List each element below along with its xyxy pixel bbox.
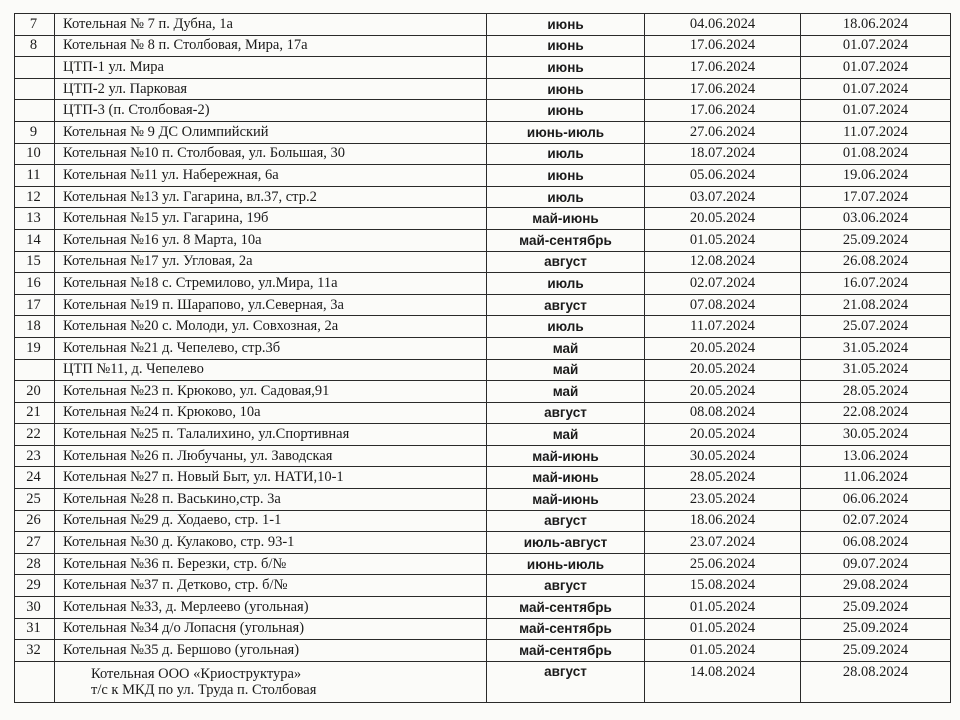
row-number: 27 (15, 532, 55, 554)
facility-name: Котельная № 7 п. Дубна, 1а (55, 14, 487, 36)
table-row (15, 575, 951, 597)
start-date: 18.06.2024 (645, 510, 801, 532)
period: июль (487, 316, 645, 338)
end-date: 25.09.2024 (801, 618, 951, 640)
start-date: 18.07.2024 (645, 143, 801, 165)
end-date: 28.08.2024 (801, 661, 951, 702)
start-date: 17.06.2024 (645, 100, 801, 122)
row-number: 13 (15, 208, 55, 230)
start-date: 17.06.2024 (645, 57, 801, 79)
row-number: 28 (15, 553, 55, 575)
end-date: 25.07.2024 (801, 316, 951, 338)
facility-name: Котельная №18 с. Стремилово, ул.Мира, 11а (55, 273, 487, 295)
period: август (487, 661, 645, 702)
start-date: 20.05.2024 (645, 424, 801, 446)
end-date: 09.07.2024 (801, 553, 951, 575)
row-number: 17 (15, 294, 55, 316)
end-date: 25.09.2024 (801, 597, 951, 619)
table-row (15, 445, 951, 467)
period: май (487, 381, 645, 403)
start-date: 17.06.2024 (645, 78, 801, 100)
period: июнь (487, 14, 645, 36)
table-row (15, 143, 951, 165)
end-date: 11.07.2024 (801, 121, 951, 143)
end-date: 17.07.2024 (801, 186, 951, 208)
row-number: 30 (15, 597, 55, 619)
facility-name: ЦТП-2 ул. Парковая (55, 78, 487, 100)
facility-name: Котельная №35 д. Бершово (угольная) (55, 640, 487, 662)
facility-name: Котельная №16 ул. 8 Марта, 10а (55, 229, 487, 251)
table-row (15, 402, 951, 424)
facility-name: Котельная №27 п. Новый Быт, ул. НАТИ,10-1 (55, 467, 487, 489)
facility-name: Котельная №34 д/о Лопасня (угольная) (55, 618, 487, 640)
start-date: 03.07.2024 (645, 186, 801, 208)
period: июль (487, 186, 645, 208)
period: май-июнь (487, 208, 645, 230)
start-date: 02.07.2024 (645, 273, 801, 295)
facility-name: Котельная № 9 ДС Олимпийский (55, 121, 487, 143)
start-date: 23.07.2024 (645, 532, 801, 554)
period: май-сентябрь (487, 597, 645, 619)
facility-name: Котельная №11 ул. Набережная, 6а (55, 165, 487, 187)
period: июль (487, 273, 645, 295)
end-date: 26.08.2024 (801, 251, 951, 273)
start-date: 08.08.2024 (645, 402, 801, 424)
table-row (15, 165, 951, 187)
period: июль (487, 143, 645, 165)
facility-name: Котельная №30 д. Кулаково, стр. 93-1 (55, 532, 487, 554)
period: май-июнь (487, 467, 645, 489)
start-date: 01.05.2024 (645, 597, 801, 619)
table-row (15, 251, 951, 273)
period: май-сентябрь (487, 640, 645, 662)
table-row (15, 597, 951, 619)
row-number: 19 (15, 337, 55, 359)
start-date: 01.05.2024 (645, 640, 801, 662)
end-date: 18.06.2024 (801, 14, 951, 36)
period: июнь-июль (487, 121, 645, 143)
row-number: 16 (15, 273, 55, 295)
start-date: 20.05.2024 (645, 359, 801, 381)
facility-name: Котельная №26 п. Любучаны, ул. Заводская (55, 445, 487, 467)
start-date: 01.05.2024 (645, 229, 801, 251)
row-number: 22 (15, 424, 55, 446)
period: май-июнь (487, 445, 645, 467)
period: август (487, 510, 645, 532)
facility-name: Котельная №24 п. Крюково, 10а (55, 402, 487, 424)
row-number: 15 (15, 251, 55, 273)
start-date: 15.08.2024 (645, 575, 801, 597)
end-date: 28.05.2024 (801, 381, 951, 403)
end-date: 19.06.2024 (801, 165, 951, 187)
period: июнь (487, 100, 645, 122)
end-date: 29.08.2024 (801, 575, 951, 597)
row-number: 29 (15, 575, 55, 597)
table-row (15, 208, 951, 230)
table-row (15, 57, 951, 79)
row-number: 20 (15, 381, 55, 403)
facility-name: Котельная №17 ул. Угловая, 2а (55, 251, 487, 273)
end-date: 13.06.2024 (801, 445, 951, 467)
facility-name: Котельная №21 д. Чепелево, стр.3б (55, 337, 487, 359)
facility-name: ЦТП №11, д. Чепелево (55, 359, 487, 381)
end-date: 06.06.2024 (801, 489, 951, 511)
facility-name-line2: т/с к МКД по ул. Труда п. Столбовая (91, 681, 317, 698)
facility-name: ЦТП-1 ул. Мира (55, 57, 487, 79)
end-date: 25.09.2024 (801, 640, 951, 662)
facility-name: Котельная №28 п. Васькино,стр. 3а (55, 489, 487, 511)
table-row (15, 14, 951, 36)
row-number: 9 (15, 121, 55, 143)
facility-name: Котельная №25 п. Талалихино, ул.Спортивная (55, 424, 487, 446)
period: май-сентябрь (487, 229, 645, 251)
period: май-сентябрь (487, 618, 645, 640)
table-row (15, 467, 951, 489)
row-number: 8 (15, 35, 55, 57)
end-date: 02.07.2024 (801, 510, 951, 532)
facility-name: Котельная №19 п. Шарапово, ул.Северная, 3а (55, 294, 487, 316)
end-date: 21.08.2024 (801, 294, 951, 316)
end-date: 01.07.2024 (801, 78, 951, 100)
start-date: 07.08.2024 (645, 294, 801, 316)
table-row (15, 316, 951, 338)
table-row (15, 35, 951, 57)
start-date: 20.05.2024 (645, 337, 801, 359)
start-date: 11.07.2024 (645, 316, 801, 338)
table-row (15, 381, 951, 403)
facility-name-line1: Котельная ООО «Криоструктура» (91, 665, 302, 682)
table-row (15, 294, 951, 316)
row-number (15, 359, 55, 381)
facility-name: Котельная №20 с. Молоди, ул. Совхозная, 2а (55, 316, 487, 338)
start-date: 04.06.2024 (645, 14, 801, 36)
start-date: 27.06.2024 (645, 121, 801, 143)
row-number: 12 (15, 186, 55, 208)
start-date: 14.08.2024 (645, 661, 801, 702)
period: июль-август (487, 532, 645, 554)
end-date: 03.06.2024 (801, 208, 951, 230)
end-date: 06.08.2024 (801, 532, 951, 554)
facility-name: Котельная №29 д. Ходаево, стр. 1-1 (55, 510, 487, 532)
facility-name: Котельная № 8 п. Столбовая, Мира, 17а (55, 35, 487, 57)
table-row (15, 100, 951, 122)
table-row (15, 489, 951, 511)
end-date: 31.05.2024 (801, 337, 951, 359)
row-number (15, 100, 55, 122)
start-date: 20.05.2024 (645, 381, 801, 403)
end-date: 16.07.2024 (801, 273, 951, 295)
table-row (15, 273, 951, 295)
period: май (487, 424, 645, 446)
start-date: 23.05.2024 (645, 489, 801, 511)
row-number: 23 (15, 445, 55, 467)
end-date: 01.07.2024 (801, 35, 951, 57)
row-number: 21 (15, 402, 55, 424)
table-row (15, 229, 951, 251)
end-date: 22.08.2024 (801, 402, 951, 424)
period: июнь (487, 35, 645, 57)
facility-name: Котельная №37 п. Детково, стр. б/№ (55, 575, 487, 597)
row-number: 26 (15, 510, 55, 532)
table-row (15, 337, 951, 359)
table-row (15, 78, 951, 100)
table-row (15, 618, 951, 640)
facility-name: Котельная №13 ул. Гагарина, вл.37, стр.2 (55, 186, 487, 208)
start-date: 28.05.2024 (645, 467, 801, 489)
start-date: 20.05.2024 (645, 208, 801, 230)
end-date: 25.09.2024 (801, 229, 951, 251)
start-date: 25.06.2024 (645, 553, 801, 575)
end-date: 30.05.2024 (801, 424, 951, 446)
row-number (15, 661, 55, 702)
end-date: 01.07.2024 (801, 57, 951, 79)
table-row (15, 532, 951, 554)
period: август (487, 294, 645, 316)
row-number: 11 (15, 165, 55, 187)
start-date: 12.08.2024 (645, 251, 801, 273)
period: август (487, 575, 645, 597)
row-number (15, 57, 55, 79)
row-number: 14 (15, 229, 55, 251)
row-number: 10 (15, 143, 55, 165)
facility-name: Котельная №15 ул. Гагарина, 19б (55, 208, 487, 230)
row-number: 31 (15, 618, 55, 640)
row-number: 18 (15, 316, 55, 338)
start-date: 01.05.2024 (645, 618, 801, 640)
table-row (15, 121, 951, 143)
start-date: 05.06.2024 (645, 165, 801, 187)
period: май (487, 337, 645, 359)
period: август (487, 251, 645, 273)
row-number: 32 (15, 640, 55, 662)
period: июнь (487, 57, 645, 79)
period: август (487, 402, 645, 424)
start-date: 17.06.2024 (645, 35, 801, 57)
table-row (15, 186, 951, 208)
table-row (15, 510, 951, 532)
table-row (15, 424, 951, 446)
row-number: 25 (15, 489, 55, 511)
table-body (15, 14, 951, 703)
period: май-июнь (487, 489, 645, 511)
end-date: 01.08.2024 (801, 143, 951, 165)
shutdown-schedule-table (14, 13, 951, 703)
table-row-last (15, 661, 951, 702)
facility-name: Котельная №10 п. Столбовая, ул. Большая, 30 (55, 143, 487, 165)
row-number: 24 (15, 467, 55, 489)
facility-name: ЦТП-3 (п. Столбовая-2) (55, 100, 487, 122)
row-number: 7 (15, 14, 55, 36)
end-date: 01.07.2024 (801, 100, 951, 122)
facility-name (55, 661, 487, 702)
facility-name: Котельная №33, д. Мерлеево (угольная) (55, 597, 487, 619)
facility-name: Котельная №36 п. Березки, стр. б/№ (55, 553, 487, 575)
table-row (15, 359, 951, 381)
table-row (15, 640, 951, 662)
period: июнь (487, 78, 645, 100)
period: июнь (487, 165, 645, 187)
facility-name: Котельная №23 п. Крюково, ул. Садовая,91 (55, 381, 487, 403)
end-date: 31.05.2024 (801, 359, 951, 381)
row-number (15, 78, 55, 100)
start-date: 30.05.2024 (645, 445, 801, 467)
table-row (15, 553, 951, 575)
period: июнь-июль (487, 553, 645, 575)
period: май (487, 359, 645, 381)
end-date: 11.06.2024 (801, 467, 951, 489)
